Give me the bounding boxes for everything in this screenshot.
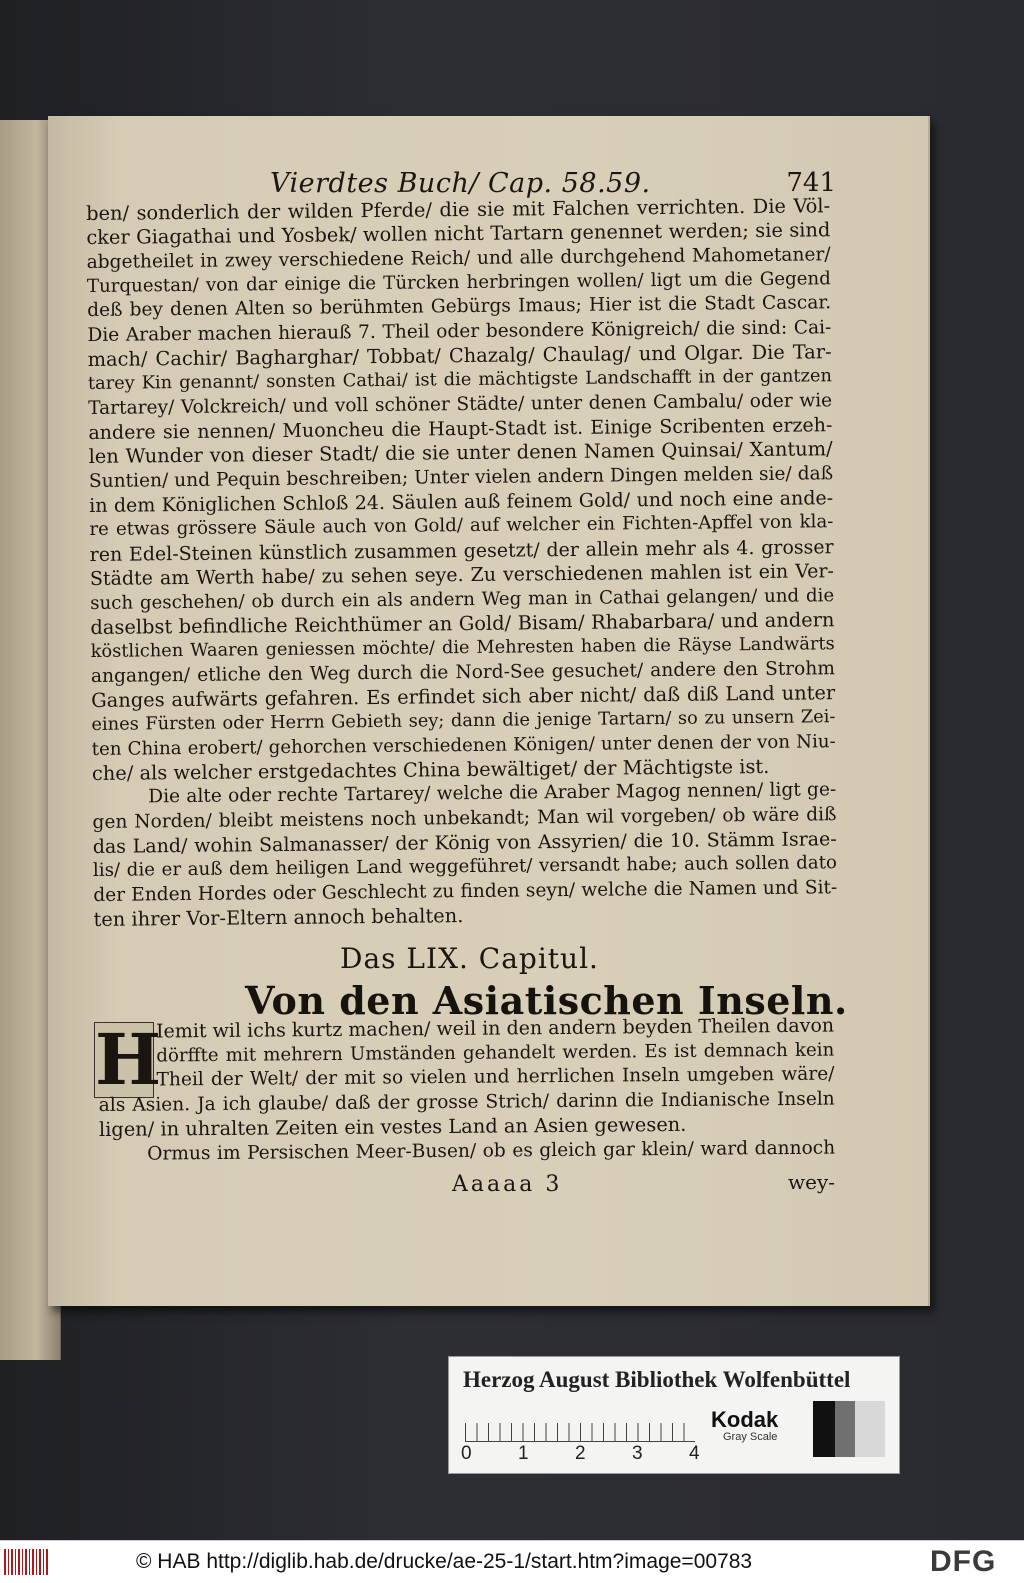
body-line: Städte am Werth habe/ zu sehen seye. Zu verschiedenen mahlen ist ein Ver- — [89, 560, 835, 591]
footer-bar — [0, 1540, 1024, 1583]
body-line: eines Fürsten oder Herrn Gebieth sey; dann die jenige Tartarn/ so zu unsern Zei- — [91, 706, 836, 736]
body-line: mach/ Cachir/ Bagharghar/ Tobbat/ Chazalg/ Chaulag/ und Olgar. Die Tar- — [87, 340, 832, 372]
body-line: Turquestan/ von dar einige die Türcken herbringen wollen/ ligt um die Gegend — [86, 268, 831, 298]
body-line: angangen/ etliche den Weg durch die Nord-See gesuchet/ andere den Strohm — [90, 657, 836, 687]
dfg-logo: DFG — [930, 1545, 997, 1578]
chapter-line: ligen/ in uhralten Zeiten ein vestes Land an Asien gewesen. — [98, 1113, 687, 1142]
chapter-line: Iemit wil ichs kurtz machen/ weil in den andern beyden Theilen davon — [156, 1014, 835, 1043]
body-line: in dem Königlichen Schloß 24. Säulen auß feinem Gold/ und noch eine ande- — [89, 487, 834, 518]
gray-scale-label: Gray Scale — [723, 1431, 778, 1443]
body-line: Ganges aufwärts gefahren. Es erfindet sich aber nicht/ daß diß Land unter — [91, 681, 836, 712]
scale-number: 0 — [461, 1443, 472, 1464]
body-line: Suntien/ und Pequin beschreiben; Unter vielen andern Dingen melden sie/ daß — [88, 462, 834, 492]
black-swatch — [813, 1401, 835, 1457]
chapter-title: Von den Asiatischen Inseln. — [245, 978, 848, 1023]
barcode-icon — [4, 1549, 48, 1575]
scale-numbers — [461, 1443, 711, 1465]
catchword: wey- — [788, 1170, 836, 1194]
body-line: gen Norden/ bleibt meistens noch unbekandt; Man wil vorgeben/ ob wäre diß — [92, 803, 837, 833]
body-line: cker Giagathai und Yosbek/ wollen nicht Tartarn genennet werden; sie sind — [86, 218, 831, 250]
chapter-line: Ormus im Persischen Meer-Busen/ ob es gleich gar klein/ ward dannoch — [147, 1137, 836, 1165]
scale-number: 2 — [575, 1443, 586, 1464]
chapter-label: Das LIX. Capitul. — [340, 942, 599, 975]
chapter-text — [98, 1014, 835, 1168]
signature-mark: Aaaaa 3 — [452, 1172, 563, 1197]
body-line: re etwas grössere Säule auch von Gold/ auf welcher ein Fichten-Apffel von kla- — [89, 511, 834, 541]
kodak-logo: Kodak — [711, 1407, 779, 1432]
body-line: das Land/ wohin Salmanasser/ der König von Assyrien/ die 10. Stämm Israe- — [92, 828, 837, 858]
library-name: Herzog August Bibliothek Wolfenbüttel — [463, 1367, 851, 1392]
scale-number: 1 — [518, 1443, 529, 1464]
body-line: ten ihrer Vor-Eltern annoch behalten. — [93, 904, 464, 931]
light-swatch — [855, 1401, 885, 1457]
body-line: such geschehen/ ob durch ein als andern Weg man in Cathai gelangen/ und die — [90, 584, 835, 614]
scale-number: 3 — [632, 1443, 643, 1464]
chapter-line: Theil der Welt/ der mit so vielen und herrlichen Inseln umgeben wäre/ — [156, 1063, 835, 1091]
body-line: daselbst befindliche Reichthümer an Gold/ Bisam/ Rhabarbara/ und andern — [90, 608, 835, 639]
chapter-line: dörffte mit mehrern Umständen gehandelt werden. Es ist demnach kein — [156, 1039, 835, 1067]
body-line: der Enden Hordes oder Geschlecht zu finden seyn/ welche die Namen und Sit- — [93, 876, 838, 906]
body-line: che/ als welcher erstgedachtes China bewältiget/ der Mächtigste ist. — [91, 754, 770, 785]
body-line: len Wunder von dieser Stadt/ die sie unter denen Namen Quinsai/ Xantum/ — [88, 437, 833, 469]
footer-credit-link[interactable]: © HAB http://diglib.hab.de/drucke/ae-25-1/start.htm?image=00783 — [136, 1550, 753, 1573]
body-line: köstlichen Waaren geniessen möchte/ die Mehresten haben die Räyse Landwärts — [90, 633, 835, 663]
body-line: abgetheilet in zwey verschiedene Reich/ und alle durchgehend Mahometaner/ — [86, 243, 831, 273]
body-line: lis/ die er auß dem heiligen Land weggeführet/ versandt habe; auch sollen dato — [92, 852, 838, 882]
body-line: Tartarey/ Volckreich/ und voll schöner Städte/ unter denen Cambalu/ oder wie — [88, 389, 833, 419]
chapter-line: als Asien. Ja ich glaube/ daß der grosse Strich/ darinn die Indianische Inseln — [98, 1088, 835, 1116]
scale-ruler — [465, 1407, 695, 1442]
body-line: andere sie nennen/ Muoncheu die Haupt-Stadt ist. Einige Scribenten erzeh- — [88, 414, 833, 445]
gray-swatch — [835, 1401, 855, 1457]
decorated-initial: H — [95, 1018, 162, 1101]
body-line: Die Araber machen hierauß 7. Theil oder besondere Königreich/ die sind: Cai- — [87, 316, 832, 346]
body-line: deß bey denen Alten so berühmten Gebürgs Imaus; Hier ist die Stadt Cascar. — [87, 292, 832, 322]
body-text — [86, 194, 838, 932]
body-line: Die alte oder rechte Tartarey/ welche die Araber Magog nennen/ ligt ge- — [148, 779, 837, 808]
page-number: 741 — [786, 168, 836, 198]
body-line: ren Edel-Steinen künstlich zusammen gesetzt/ der allein mehr als 4. grosser — [89, 536, 834, 566]
body-line: ben/ sonderlich der wilden Pferde/ die sie mit Falchen verrichten. Die Völ- — [86, 194, 831, 225]
running-head-title: Vierdtes Buch/ Cap. 58.59. — [270, 168, 651, 199]
body-line: ten China erobert/ gehorchen verschiedenen Königen/ unter denen der von Niu- — [91, 730, 836, 760]
body-line: tarey Kin genannt/ sonsten Cathai/ ist die mächtigste Landschafft in der gantzen — [87, 365, 832, 395]
color-target-card — [448, 1356, 900, 1474]
scale-number: 4 — [689, 1443, 700, 1464]
